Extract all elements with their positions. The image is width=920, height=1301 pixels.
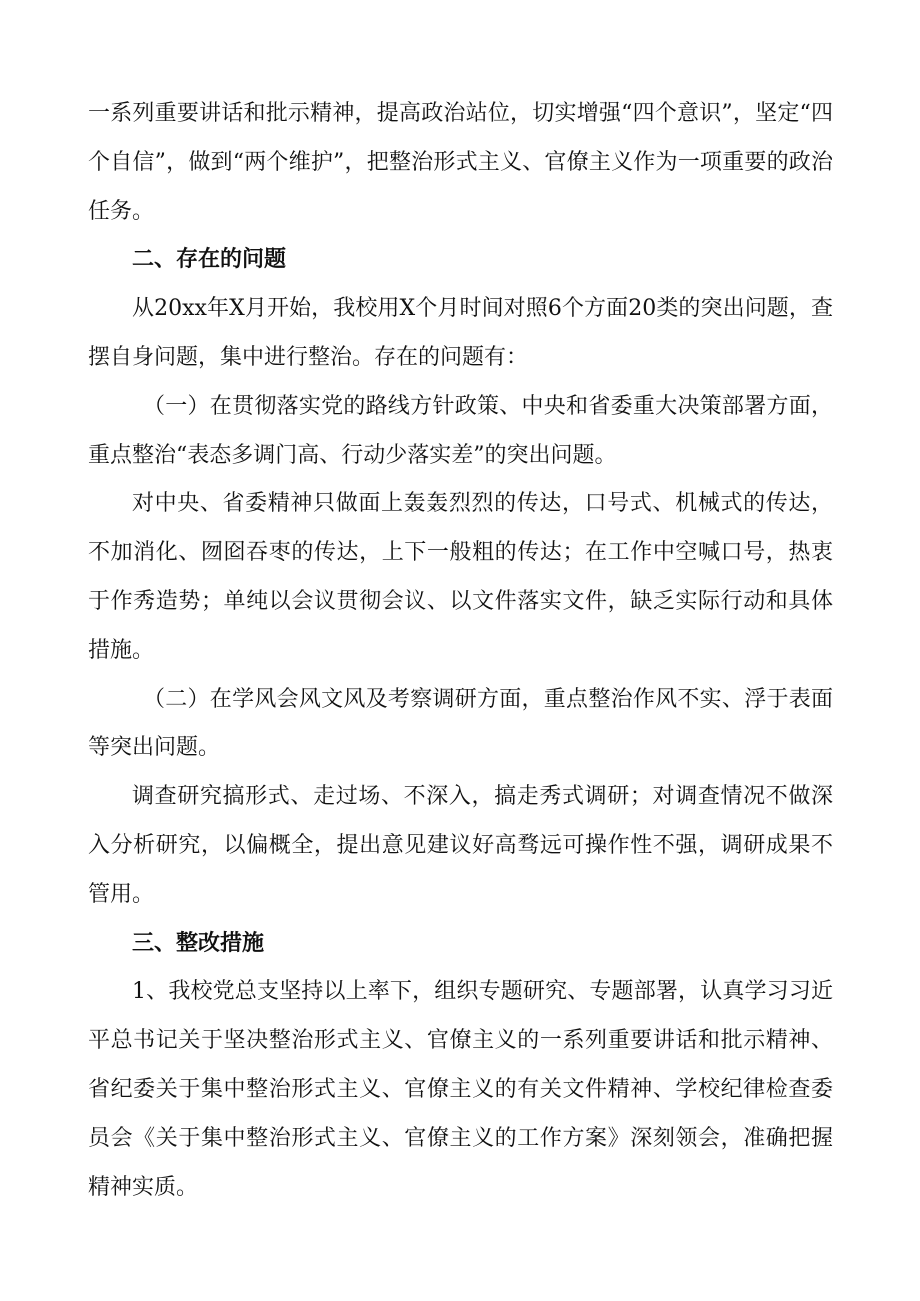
section-heading-problems: 二、存在的问题 xyxy=(132,247,287,273)
paragraph-problem-two-detail: 调查研究搞形式、走过场、不深入，搞走秀式调研；对调查情况不做深入分析研究，以偏概全，提出意见建议好高骛远可操作性不强，调研成果不管用。 xyxy=(88,784,833,907)
section-heading-measures: 三、整改措施 xyxy=(132,930,265,956)
paragraph-measure-one: 1、我校党总支坚持以上率下，组织专题研究、专题部署，认真学习习近平总书记关于坚决整治形式主义、官僚主义的一系列重要讲话和批示精神、省纪委关于集中整治形式主义、官僚主义的有关文件精神、学校纪律检查委员会《关于集中整治形式主义、官僚主义的工作方案》深刻领会，准确把握精神实质。 xyxy=(88,979,833,1200)
document-body xyxy=(88,90,833,1212)
subheading-problem-two: （二）在学风会风文风及考察调研方面，重点整治作风不实、浮于表面等突出问题。 xyxy=(88,686,833,761)
paragraph-problems-intro: 从20xx年X月开始，我校用X个月时间对照6个方面20类的突出问题，查摆自身问题，集中进行整治。存在的问题有： xyxy=(88,296,833,370)
subheading-problem-one: （一）在贯彻落实党的路线方针政策、中央和省委重大决策部署方面，重点整治“表态多调门高、行动少落实差”的突出问题。 xyxy=(88,393,833,468)
paragraph-continuation: 一系列重要讲话和批示精神，提高政治站位，切实增强“四个意识”，坚定“四个自信”，做到“两个维护”，把整治形式主义、官僚主义作为一项重要的政治任务。 xyxy=(88,101,833,224)
paragraph-problem-one-detail: 对中央、省委精神只做面上轰轰烈烈的传达，口号式、机械式的传达，不加消化、囫囵吞枣的传达，上下一般粗的传达；在工作中空喊口号，热衷于作秀造势；单纯以会议贯彻会议、以文件落实文件，缺乏实际行动和具体措施。 xyxy=(88,491,833,663)
